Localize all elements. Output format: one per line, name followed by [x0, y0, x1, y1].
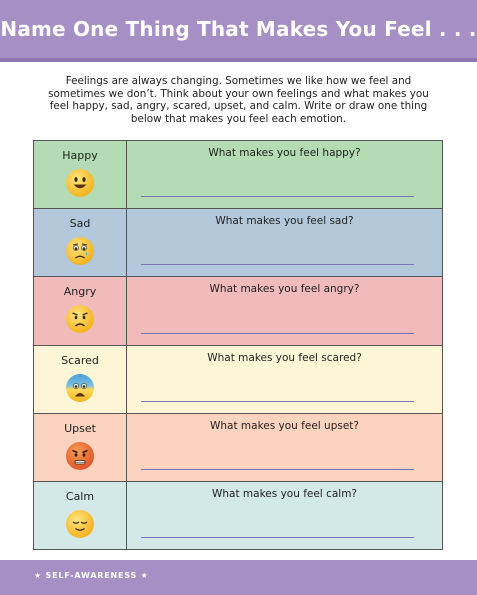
answer-line-sad[interactable] [141, 264, 414, 265]
answer-cell-happy [127, 141, 442, 208]
emotion-label-sad: Sad [69, 217, 91, 231]
emotion-cell-happy [34, 141, 127, 208]
answer-cell-angry [127, 277, 442, 344]
answer-cell-scared [127, 346, 442, 413]
answer-line-upset[interactable] [141, 469, 414, 470]
emotion-label-angry: Angry [63, 285, 97, 299]
emotion-label-scared: Scared [61, 353, 99, 367]
sad-face-icon [65, 236, 95, 266]
answer-line-happy[interactable] [141, 196, 414, 197]
emotion-row-upset [34, 414, 442, 482]
emotion-label-happy: Happy [62, 149, 98, 162]
answer-cell-upset [127, 414, 442, 481]
emotions-table [33, 140, 443, 550]
prompt-scared: What makes you feel scared? [207, 351, 362, 364]
emotion-row-angry [34, 277, 442, 345]
emotion-row-calm [34, 482, 442, 549]
prompt-sad: What makes you feel sad? [215, 215, 354, 228]
emotion-cell-calm [34, 482, 127, 549]
happy-face-icon [65, 168, 95, 198]
answer-line-angry[interactable] [141, 333, 414, 334]
prompt-upset: What makes you feel upset? [209, 419, 359, 432]
footer-label: ★ SELF-AWARENESS ★ [34, 571, 149, 580]
emotion-cell-scared [34, 346, 127, 413]
upset-face-icon [65, 441, 95, 471]
answer-line-scared[interactable] [141, 401, 414, 402]
emotion-row-sad [34, 209, 442, 277]
intro-text: Feelings are always changing. Sometimes we like how we feel and sometimes we don’t. Think about your own feelings and what makes you feel happy, sad, angry, scared, upset, and calm. Write or draw one thing below that makes you feel each emotion. [48, 75, 429, 125]
emotion-row-happy [34, 141, 442, 209]
prompt-happy: What makes you feel happy? [208, 147, 361, 159]
emotion-cell-sad [34, 209, 127, 276]
answer-line-calm[interactable] [141, 537, 414, 538]
emotion-label-calm: Calm [65, 489, 95, 503]
emotion-cell-upset [34, 414, 127, 481]
emotion-row-scared [34, 346, 442, 414]
scared-face-icon [65, 373, 95, 403]
emotion-label-upset: Upset [64, 421, 96, 435]
footer-bar [0, 560, 477, 595]
prompt-angry: What makes you feel angry? [209, 283, 360, 296]
prompt-calm: What makes you feel calm? [212, 487, 357, 500]
title-banner [0, 0, 477, 62]
page-title: Name One Thing That Makes You Feel . . . [0, 17, 477, 41]
answer-cell-calm [127, 482, 442, 549]
emotion-cell-angry [34, 277, 127, 344]
angry-face-icon [65, 304, 95, 334]
answer-cell-sad [127, 209, 442, 276]
calm-face-icon [65, 509, 95, 539]
